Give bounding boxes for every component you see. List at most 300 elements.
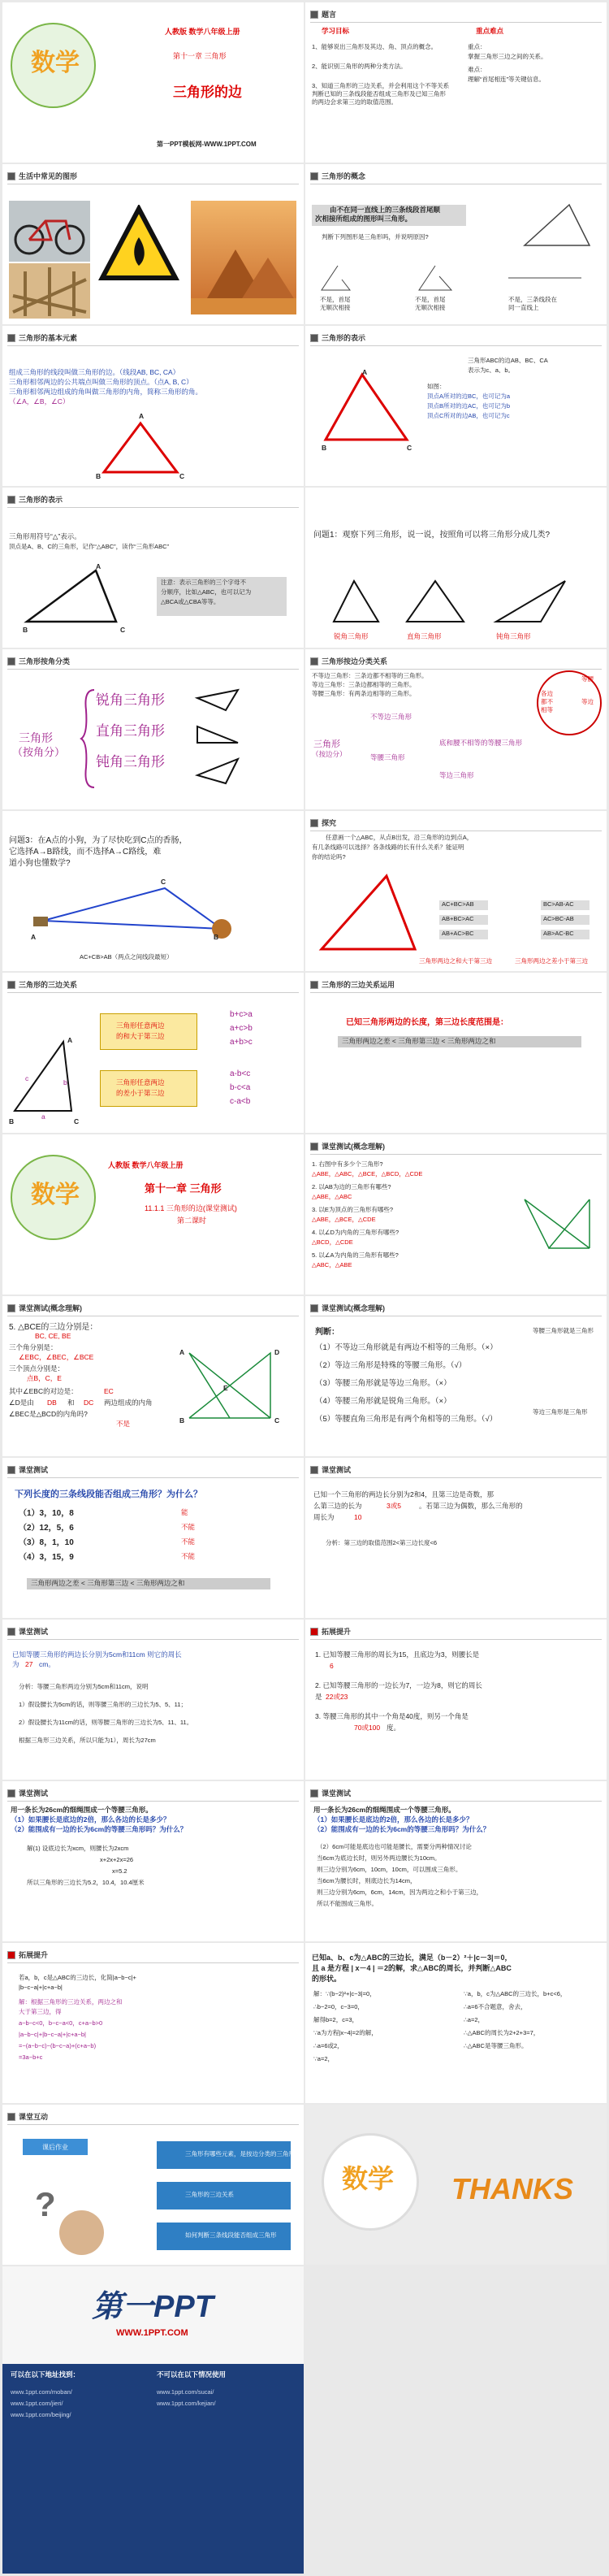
def-2: 等边三角形：三条边都相等的三角形。 [312, 681, 416, 688]
vertex-c: C [179, 472, 185, 480]
answer-acute: 锐角三角形 [334, 632, 369, 640]
ineq-2: AB+BC>AC [442, 915, 474, 922]
slide-header: 三角形的基本元素 [19, 334, 78, 342]
point-b: B [179, 1416, 185, 1425]
answer-3: 70或100 [354, 1724, 381, 1732]
slide-side-relation [2, 973, 304, 1133]
vertex-a: A [67, 1036, 73, 1044]
publisher: 人教版 数学八年级上册 [165, 28, 240, 36]
q2: 2. 以AB为边的三角形有哪些? [312, 1183, 391, 1190]
slide-test-6 [2, 1781, 304, 1941]
logo-text: 数学 [31, 1182, 80, 1208]
a3: 点B，C，E [27, 1374, 62, 1382]
pyramids-photo [191, 201, 296, 314]
answer-2: 不能 [181, 1523, 196, 1531]
slide-header: 课堂测试 [322, 1466, 352, 1474]
slide-header: 课堂测试 [19, 1789, 49, 1798]
q5: 5. △BCE的三边分别是： [9, 1323, 98, 1332]
pie-label-2: 等腰 [581, 675, 594, 683]
line-1: 用一条长为26cm的细绳围成一个等腰三角形。 [313, 1806, 456, 1814]
step-11: ∴a=2， [464, 2016, 484, 2023]
answer-right: 直角三角形 [407, 632, 442, 640]
line-4: 周长为 [313, 1513, 335, 1521]
link-3[interactable]: www.1ppt.com/beijing/ [11, 2411, 71, 2418]
link-5[interactable]: www.1ppt.com/kejian/ [157, 2400, 216, 2407]
slide-objectives [305, 2, 607, 163]
line-2: 表示为c、a、b。 [468, 366, 515, 374]
line-2b: cm。 [39, 1660, 55, 1668]
key-label: 重点： [468, 43, 486, 50]
formula: 三角形两边之差 < 三角形第三边 < 三角形两边之和 [342, 1037, 496, 1045]
link-4[interactable]: www.1ppt.com/sucai/ [157, 2388, 214, 2396]
solution-3: x=5.2 [112, 1867, 127, 1875]
l4: 其中∠EBC的对边是： [9, 1387, 78, 1395]
slide-range [305, 973, 607, 1133]
l3: 三个顶点分别是： [9, 1364, 65, 1373]
analysis-3: 2）假设腰长为11cm的话，则等腰三角形的三边长为5、11、11。 [19, 1719, 193, 1726]
col-title-goals: 学习目标 [322, 27, 350, 35]
vertex-a: A [362, 368, 368, 376]
slide-test-4 [305, 1458, 607, 1618]
answer: 27 [25, 1660, 33, 1668]
key-text: 掌握三角形三边之间的关系。 [468, 53, 547, 60]
answer-1: 能 [181, 1508, 188, 1516]
vertex-a: A [96, 562, 102, 570]
brace [80, 686, 96, 791]
judge-title: 判断： [315, 1328, 339, 1337]
a5c: DC [84, 1399, 94, 1407]
line-2: 为 [12, 1660, 19, 1668]
person-photo [59, 2210, 104, 2255]
slide-header: 拓展提升 [19, 1951, 49, 1959]
l2: 三个角分别是： [9, 1343, 58, 1351]
step-9: ∵a，b，c为△ABC的三边长，b+c<6， [464, 1990, 567, 1997]
note-2: 等边三角形是三角形 [533, 1408, 588, 1416]
slide-header: 课堂互动 [19, 2113, 49, 2121]
slide-life-shapes [2, 164, 304, 324]
problem-3: 的形状。 [312, 1975, 342, 1983]
classification-basis: （按边分） [312, 750, 347, 758]
slide-test-7 [305, 1781, 607, 1941]
line-1: 若a，b，c是△ABC的三边长，化简|a−b−c|+ [19, 1974, 136, 1981]
item-4: （4）等腰三角形就是锐角三角形。（×） [315, 1397, 451, 1406]
note-3: △BCA或△CBA等等。 [161, 598, 220, 605]
triangle-figure [313, 868, 419, 957]
step-8: ∴△ABC是等腰三角形。 [464, 2042, 528, 2049]
q5: 5. 以∠A为内角的三角形有哪些? [312, 1251, 399, 1259]
slide-header: 三角形的三边关系 [19, 981, 78, 989]
line-2: 2. 已知等腰三角形的一边长为7，一边为8，则它的周长 [315, 1681, 482, 1689]
slide-header: 三角形的概念 [322, 172, 366, 180]
slide-brand [2, 2266, 304, 2574]
caption-3: 不是，三条线段在 [508, 296, 557, 303]
step-1: 解：∵(b−2)²+|c−3|=0， [313, 1990, 376, 1997]
analysis-4: 根据三角形三边关系，所以只能为1），周长为27cm [19, 1737, 156, 1744]
vertex-c: C [407, 444, 412, 452]
rule-1a: 三角形任意两边 [116, 1021, 165, 1030]
caption-3b: 同一直线上 [508, 304, 539, 311]
ineq-1: b+c>a [230, 1010, 253, 1019]
analysis-2: 1）假设腰长为5cm的话，则等腰三角形的三边长为5、5、11； [19, 1701, 187, 1708]
step-3: 解得b=2，c=3， [313, 2016, 359, 2023]
rule-2a: 三角形任意两边 [116, 1078, 165, 1086]
slide-interaction [2, 2105, 304, 2265]
analysis-1: 分析：等腰三角形两边分别为5cm和11cm，说明 [19, 1683, 149, 1690]
line-3: 如图： [427, 383, 446, 390]
header-icon [310, 11, 318, 19]
a4: EC [104, 1387, 114, 1395]
point-a: A [179, 1348, 185, 1356]
item-3: （3）8，1，10 [19, 1538, 74, 1547]
answer-2: 22或23 [326, 1693, 348, 1701]
note-2: 分顺序，比如△ABC，也可以记为 [161, 588, 252, 596]
rule-2b: 的差小于第三边 [116, 1089, 165, 1097]
a5b: DB [47, 1399, 57, 1407]
line-1: 1. 已知等腰三角形的周长为15，且底边为3，则腰长是 [315, 1650, 480, 1659]
vertex-b: B [9, 1117, 15, 1125]
item-1: 三角形有哪些元素，是按边分类的三角形 [185, 2150, 295, 2158]
a5: BC, CE, BE [35, 1332, 71, 1340]
line-4: 顶点A所对的边BC，也可记为a [427, 392, 511, 400]
slide-judge [305, 1296, 607, 1456]
classification-root: 三角形 [19, 731, 53, 744]
slide-header: 题言 [310, 7, 400, 21]
point-a: A [31, 933, 37, 941]
solution-1: 解：根据三角形的三边关系，两边之和 [19, 1998, 123, 2006]
definition-2: 次相接所组成的图形叫三角形。 [315, 215, 412, 223]
slide-header: 探究 [322, 819, 337, 827]
task-2: 有几条线路可以选择？各条线路的长有什么关系？能证明 [312, 843, 464, 851]
item-2: （2）12，5，6 [19, 1524, 74, 1533]
def-1: 不等边三角形：三条边都不相等的三角形。 [312, 672, 428, 679]
line-3: 三角形相邻两边组成的角叫做三角形的内角，简称三角形的角。 [9, 388, 203, 396]
def-3: 等腰三角形：有两条边相等的三角形。 [312, 690, 416, 697]
question-1: 问题3：在A点的小狗，为了尽快吃到C点的香肠， [9, 836, 188, 845]
vertex-b: B [96, 472, 102, 480]
line-3b: 度。 [387, 1724, 401, 1732]
slide-test-2 [2, 1296, 304, 1456]
slide-header: 课堂测试 [19, 1628, 49, 1636]
point-c: C [274, 1416, 280, 1425]
note-1: 等腰三角形就是三角形 [533, 1327, 594, 1334]
geometry-figure [516, 1183, 598, 1256]
step-7: ∴△ABC的周长为2+2+3=7， [464, 2029, 540, 2036]
l5c: 两边组成的内角 [104, 1399, 153, 1407]
caption-2: 不是，首尾 [415, 296, 446, 303]
question-marks: ? [35, 2185, 56, 2223]
ineq-3: a+b>c [230, 1038, 253, 1047]
a3: △ABE，△BCE，△CDE [312, 1216, 376, 1223]
angle-triangles [330, 577, 573, 626]
slide-thanks [305, 2105, 607, 2265]
slide-question-1 [305, 488, 607, 648]
pie-label-3: 等边 [581, 698, 594, 705]
link-2[interactable]: www.1ppt.com/jieri/ [11, 2400, 63, 2407]
point-c: C [161, 878, 166, 886]
question: 问题1：观察下列三角形，说一说，按照角可以将三角形分成几类? [313, 531, 551, 540]
slide-header: 三角形的表示 [322, 334, 366, 342]
link-1[interactable]: www.1ppt.com/moban/ [11, 2388, 72, 2396]
point-e: E [223, 1384, 228, 1392]
slide-header: 课堂测试 [19, 1466, 49, 1474]
col-heading-1: 可以在以下地址找到： [11, 2370, 80, 2379]
geometry-figure [185, 1345, 274, 1434]
l6: ∠BEC是△BCD的内角吗? [9, 1410, 88, 1418]
answer-1: 3或5 [387, 1502, 401, 1510]
brand-logo: 第一PPT [92, 2290, 214, 2324]
side-a: a [41, 1112, 45, 1121]
ineq-1: AC+BC>AB [442, 900, 474, 908]
ineq-3: AB+AC>BC [442, 930, 474, 937]
solution-2: x+2x+2x=26 [100, 1856, 134, 1863]
solution-3: 则三边分别为6cm，10cm，10cm，可以围成三角形。 [317, 1866, 462, 1873]
solution-6: =3a−b+c [19, 2053, 43, 2061]
problem-2: 且 a 是方程 | x－4 | ＝2的解，求△ABC的周长，并判断△ABC [312, 1964, 512, 1972]
right-label: 直角三角形 [96, 723, 165, 739]
line-2: 三角形相邻两边的公共端点叫做三角形的顶点。（点A, B, C） [9, 378, 193, 386]
slide-concept [305, 164, 607, 324]
point-d: D [274, 1348, 280, 1356]
goal-2: 2、能识别三角形的两种分类方法。 [312, 63, 407, 70]
item-2: （2）等边三角形是特殊的等腰三角形。（√） [315, 1361, 467, 1370]
question-2: 它选择A→B路线，而不选择A→C路线，难 [9, 848, 162, 856]
step-4: ∵a为方程|x−4|=2的解， [313, 2029, 378, 2036]
rule-diff: 三角形两边之差小于第三边 [515, 957, 588, 965]
ineq-2: a+c>b [230, 1024, 253, 1033]
item-3: （3）等腰三角形就是等边三角形。（×） [315, 1379, 451, 1388]
slide-extend-1 [305, 1620, 607, 1780]
side-c: c [25, 1074, 29, 1082]
problem-1: 已知a、b、c为△ABC的三边长，满足（b－2）²＋|c－3|＝0， [312, 1954, 512, 1962]
line-5: 顶点B所对的边AC，也可记为b [427, 402, 511, 410]
line-3: （2）能围成有一边的长为6cm的等腰三角形吗？为什么？ [11, 1825, 188, 1833]
lesson: 第二课时 [177, 1216, 207, 1225]
slide-test-1 [305, 1134, 607, 1295]
slide-cover-2 [2, 1134, 304, 1295]
route-figure [27, 880, 238, 945]
solution-4: 当6cm为腰长时，则底边长为14cm， [317, 1877, 417, 1884]
answer-1: 6 [330, 1662, 334, 1670]
slide-explore [305, 811, 607, 971]
item-1: （1）3，10，8 [19, 1509, 74, 1518]
col-title-key: 重点难点 [476, 27, 504, 35]
answer-4: 不能 [181, 1552, 196, 1560]
slide-header: 三角形按角分类 [19, 657, 71, 666]
q1: 1. 右图中有多少个三角形? [312, 1160, 383, 1168]
line-1: 三角形ABC的边AB、BC、CA [468, 357, 548, 364]
rule-sum: 三角形两边之和大于第三边 [419, 957, 492, 965]
slide-side-classification [305, 649, 607, 809]
line-3: （2）能围成有一边的长为6cm的等腰三角形吗？为什么？ [313, 1825, 490, 1833]
line-2: （1）如果腰长是底边的2倍，那么各边的长是多少？ [313, 1815, 473, 1824]
equilateral-label: 等边三角形 [439, 771, 474, 779]
line-3: 3. 等腰三角形的其中一个角是40度，则另一个角是 [315, 1712, 469, 1720]
bicycle-photo [9, 201, 90, 262]
thanks-text: THANKS [451, 2172, 573, 2205]
slide-cover [2, 2, 304, 163]
chapter: 第十一章 三角形 [173, 52, 227, 60]
solution-5: =−(a−b−c)−(b−c−a)+(c+a−b) [19, 2042, 97, 2049]
line-2: （1）如果腰长是底边的2倍，那么各边的长是多少？ [11, 1815, 171, 1824]
slide-header: 三角形按边分类关系 [322, 657, 388, 666]
a2: ∠EBC，∠BEC，∠BCE [19, 1353, 94, 1361]
item-3: 如何判断三条线段能否组成三角形 [185, 2231, 277, 2239]
slide-elements [2, 326, 304, 486]
line-2: 顶点是A、B、C的三角形，记作“△ABC”，读作“三角形ABC” [9, 543, 170, 550]
triangle-figure [92, 411, 189, 480]
ineq-6: c-a<b [230, 1097, 251, 1106]
line-1: 已知等腰三角形的两边长分别为5cm和11cm 则它的周长 [12, 1650, 182, 1659]
note-1: 注意：表示三角形的三个字母不 [161, 579, 246, 586]
logo-text: 数学 [342, 2164, 395, 2193]
line-1: 已知一个三角形的两边长分别为2和4，且第三边是奇数，那 [313, 1490, 494, 1498]
slide-header: 三角形的三边关系运用 [322, 981, 395, 989]
slide-header: 三角形的表示 [19, 496, 63, 504]
slide-symbol [2, 488, 304, 648]
solution-2: 大于第三边，得 [19, 2008, 62, 2015]
solution-1: 解(1) 设底边长为xcm，则腰长为2xcm [27, 1845, 129, 1852]
l5b: 和 [67, 1399, 75, 1407]
task-3: 你的结论吗? [312, 853, 346, 861]
col-heading-2: 不可以在以下情况使用 [157, 2370, 227, 2379]
slide-header: 课堂测试(概念理解) [322, 1304, 385, 1312]
step-5: ∴a=6或2， [313, 2042, 343, 2049]
slide-test-5 [2, 1620, 304, 1780]
pie-label-1: 各边都不相等 [541, 690, 553, 714]
vertex-b: B [322, 444, 327, 452]
analysis: 分析：第三边的取值范围2<第三边长度<6 [326, 1539, 438, 1546]
classification-root: 三角形 [313, 739, 340, 749]
item-5: （5）等腰直角三角形是有两个角相等的三角形。（√） [315, 1415, 498, 1424]
l5: ∠D是由 [9, 1399, 34, 1407]
isosceles-label: 等腰三角形 [370, 753, 405, 761]
line-2: 么第三边的长为 [313, 1502, 362, 1510]
answer-2: 10 [354, 1513, 362, 1521]
task-1: 任意画一个△ABC，从点B出发，沿三角形的边到点A， [326, 834, 473, 841]
vertex-b: B [23, 626, 28, 634]
solution-5: 则三边分别为6cm，6cm，14cm，因为两边之和小于第三边， [317, 1889, 483, 1896]
item-2: 三角形的三边关系 [185, 2191, 234, 2198]
item-1: （1）不等边三角形就是有两边不相等的三角形。（×） [315, 1343, 498, 1352]
slide-header: 课堂测试(概念理解) [19, 1304, 82, 1312]
classification-triangles [193, 686, 242, 800]
ineq-5: b-c<a [230, 1083, 251, 1092]
triangle-figure [520, 201, 594, 249]
question: 已知三角形两边的长度，第三边长度范围是： [346, 1018, 508, 1027]
line-4: （∠A，∠B，∠C） [9, 397, 70, 405]
difficulty-text: 理解“首尾相连”等关键信息。 [468, 76, 545, 83]
classification-basis: （按角分） [12, 746, 66, 758]
solution-3: a−b−c<0，b−c−a<0，c+a−b>0 [19, 2019, 103, 2027]
a2: △ABE，△ABC [312, 1193, 352, 1200]
slide-question-3 [2, 811, 304, 971]
line-3: 。若第三边为偶数，那么三角形的 [419, 1502, 523, 1510]
difficulty-label: 难点： [468, 66, 486, 73]
goal-3: 3、知道三角形的三边关系，并会利用这个不等关系判断已知的三条线段能否组成三角形及已知三角形的两边会求第三边的取值范围。 [312, 82, 450, 106]
answer-3: 不能 [181, 1537, 196, 1546]
item-4: （4）3，15，9 [19, 1553, 74, 1562]
brand-url: WWW.1PPT.COM [116, 2328, 188, 2338]
a4: △BCD，△CDE [312, 1238, 353, 1246]
side-b: b [63, 1078, 67, 1086]
truss-photo [9, 263, 90, 319]
subtitle: 11.1.1 三角形的边(课堂测试) [145, 1204, 237, 1212]
line-2: |b−c−a|+|c+a−b| [19, 1984, 63, 1991]
non-equilateral-label: 底和腰不相等的等腰三角形 [439, 739, 523, 747]
warning-sign [98, 205, 179, 286]
ineq-4: BC>AB-AC [543, 900, 574, 908]
formula: AC+CB>AB（两点之间线段最短） [80, 953, 173, 961]
goal-1: 1、能够说出三角形及其边、角、顶点的概念。 [312, 43, 438, 50]
line-1: 三角形用符号“△”表示。 [9, 532, 81, 540]
slide-header: 课堂测试 [322, 1789, 352, 1798]
ineq-6: AB>AC-BC [543, 930, 574, 937]
caption-1: 不是，首尾 [320, 296, 351, 303]
step-6: ∵a=2， [313, 2055, 334, 2062]
slide-angle-classification [2, 649, 304, 809]
answer-obtuse: 钝角三角形 [496, 632, 531, 640]
step-10: ∴a=6不合题意，舍去， [464, 2003, 527, 2010]
solution-1: （2）6cm可能是底边也可能是腰长，需要分两种情况讨论 [317, 1843, 472, 1850]
slide-extend-2 [2, 1943, 304, 2103]
solution-6: 所以不能围成三角形。 [317, 1900, 378, 1907]
solution-2: 当6cm为底边长时，则另外两边腰长为10cm。 [317, 1854, 441, 1862]
line-6: 顶点C所对的边AB，也可记为c [427, 412, 510, 419]
solution-4: |a−b−c|+|b−c−a|+|c+a−b| [19, 2031, 87, 2038]
a5: △ABC，△ABE [312, 1261, 352, 1268]
ineq-4: a-b<c [230, 1069, 251, 1078]
solution-4: 所以三角形的三边长为5.2，10.4，10.4厘米 [27, 1879, 145, 1886]
non-triangle-figures [313, 262, 598, 294]
slide-test-3 [2, 1458, 304, 1618]
vertex-a: A [139, 412, 145, 420]
page-title: 三角形的边 [173, 85, 242, 100]
question-3: 道小狗也懂数学? [9, 859, 71, 868]
ineq-5: AC>BC-AB [543, 915, 574, 922]
caption-2b: 无顺次相接 [415, 304, 446, 311]
slide-header: 拓展提升 [322, 1628, 352, 1636]
homework-badge: 课后作业 [23, 2139, 88, 2155]
vertex-c: C [74, 1117, 80, 1125]
a1: △ABE，△ABC，△BCE，△BCD，△CDE [312, 1170, 423, 1177]
rule-1b: 的和大于第三边 [116, 1032, 165, 1040]
slide-header: 课堂测试(概念理解) [322, 1143, 385, 1151]
caption-1b: 无顺次相接 [320, 304, 351, 311]
a6: 不是 [116, 1420, 131, 1428]
obtuse-label: 钝角三角形 [96, 754, 165, 770]
q3: 3. 以E为顶点的三角形有哪些? [312, 1206, 394, 1213]
line-2b: 是 [315, 1693, 322, 1701]
step-2: ∴b−2=0，c−3=0， [313, 2003, 364, 2010]
slide-notation [305, 326, 607, 486]
vertex-c: C [120, 626, 126, 634]
scalene-label: 不等边三角形 [370, 713, 412, 721]
question: 判断下列图形是三角形吗，并说明原因? [322, 233, 429, 241]
publisher: 人教版 数学八年级上册 [108, 1161, 184, 1169]
logo-text: 数学 [31, 50, 80, 76]
q4: 4. 以∠D为内角的三角形有哪些? [312, 1229, 400, 1236]
triangle-figure [19, 561, 132, 634]
definition-1: 由不在同一直线上的三条线段首尾顺 [330, 206, 441, 214]
line-1: 用一条长为26cm的细绳围成一个等腰三角形。 [11, 1806, 153, 1814]
slide-header: 生活中常见的图形 [7, 169, 97, 183]
site-url: 第一PPT模板网-WWW.1PPT.COM [157, 141, 257, 148]
point-b: B [214, 933, 219, 941]
question: 下列长度的三条线段能否组成三角形？为什么？ [15, 1490, 202, 1499]
chapter: 第十一章 三角形 [145, 1182, 222, 1195]
acute-label: 锐角三角形 [96, 692, 165, 708]
formula: 三角形两边之差 < 三角形第三边 < 三角形两边之和 [31, 1579, 185, 1587]
